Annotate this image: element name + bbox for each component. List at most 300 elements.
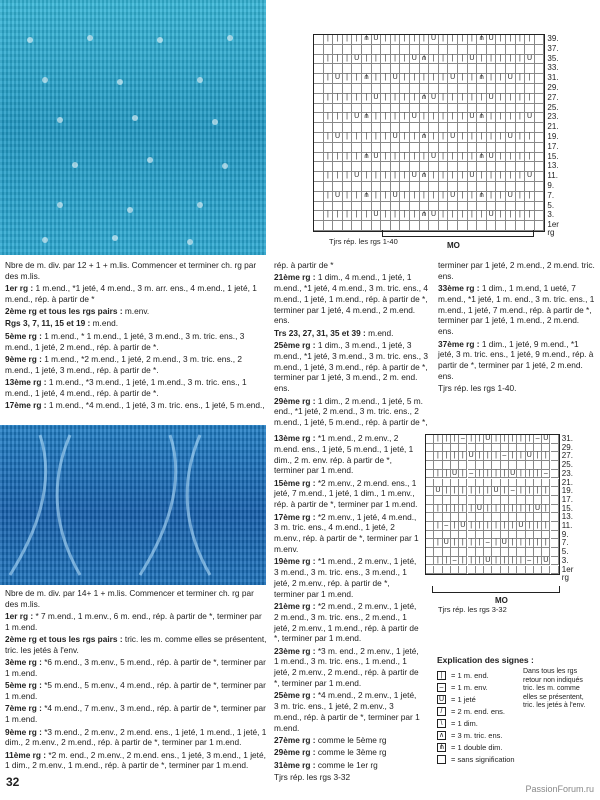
chart-cell bbox=[534, 566, 542, 575]
chart-cell: – bbox=[501, 452, 509, 461]
chart-cell: | bbox=[487, 113, 497, 123]
chart-cell: | bbox=[333, 113, 343, 123]
chart-cell bbox=[501, 444, 509, 453]
chart-cell: | bbox=[343, 74, 353, 84]
chart-cell bbox=[477, 162, 487, 172]
chart-cell bbox=[381, 143, 391, 153]
chart-row-label: 23. bbox=[561, 468, 573, 478]
chart-cell: | bbox=[333, 55, 343, 65]
chart-cell bbox=[509, 479, 517, 488]
chart-cell bbox=[534, 548, 542, 557]
chart-cell bbox=[468, 123, 478, 133]
chart-row-label: 3. bbox=[561, 555, 569, 565]
chart-cell: | bbox=[459, 452, 467, 461]
chart-cell bbox=[314, 133, 324, 143]
chart-cell: | bbox=[516, 74, 526, 84]
chart-cell: U bbox=[333, 133, 343, 143]
chart-cell: U bbox=[443, 539, 451, 548]
chart-cell: U bbox=[484, 435, 492, 444]
chart-cell bbox=[468, 566, 476, 575]
chart-cell bbox=[525, 64, 535, 74]
row-instruction: m.end. bbox=[365, 327, 394, 338]
chart-cell: ⋔ bbox=[477, 35, 487, 45]
chart-cell: | bbox=[448, 55, 458, 65]
instruction-paragraph bbox=[5, 400, 267, 411]
chart-cell bbox=[525, 104, 535, 114]
chart-cell: | bbox=[434, 557, 442, 566]
chart-cell bbox=[362, 221, 372, 231]
chart-row-label: 31. bbox=[561, 434, 573, 443]
chart-cell bbox=[468, 143, 478, 153]
chart-cell bbox=[381, 123, 391, 133]
chart-cell: | bbox=[487, 133, 497, 143]
chart-cell bbox=[400, 143, 410, 153]
chart-cell bbox=[551, 557, 559, 566]
chart-cell: | bbox=[372, 113, 382, 123]
chart-cell: | bbox=[443, 470, 451, 479]
chart-cell: | bbox=[434, 522, 442, 531]
chart-cell bbox=[535, 211, 545, 221]
chart-cell bbox=[516, 143, 526, 153]
chart-cell: | bbox=[410, 74, 420, 84]
chart-cell bbox=[343, 162, 353, 172]
chart-cell bbox=[535, 162, 545, 172]
chart-cell bbox=[420, 202, 430, 212]
chart-cell bbox=[451, 548, 459, 557]
chart-cell: | bbox=[429, 172, 439, 182]
legend-label: = 1 dim. bbox=[451, 719, 478, 728]
chart-cell bbox=[535, 94, 545, 104]
chart-cell bbox=[476, 496, 484, 505]
legend-item bbox=[437, 743, 597, 755]
chart-cell bbox=[487, 143, 497, 153]
chart-row-label: 33. bbox=[547, 63, 559, 73]
chart-cell bbox=[426, 539, 434, 548]
chart-cell: | bbox=[439, 74, 449, 84]
chart-cell: | bbox=[324, 211, 334, 221]
row-instruction: m.env. bbox=[122, 306, 150, 317]
chart-cell: | bbox=[381, 55, 391, 65]
legend-label: = 2 m. end. ens. bbox=[451, 707, 505, 716]
chart-cell: | bbox=[400, 55, 410, 65]
chart-cell bbox=[429, 64, 439, 74]
row-instruction: rép. à partir de * bbox=[274, 260, 334, 270]
chart-cell: | bbox=[391, 55, 401, 65]
chart-cell bbox=[477, 123, 487, 133]
chart-cell bbox=[410, 162, 420, 172]
row-instruction: 1 dim., 4 m.end., 1 jeté, 1 m.end., *1 jeté, 4 m.end., 3 m. tric. ens., 4 m.end., 1 jeté, 1 m.end., rép. à partir de *, terminer par 1 jeté, 4 m.end., 2 m.end. ens. bbox=[274, 272, 429, 326]
chart-cell: | bbox=[400, 192, 410, 202]
chart-row-label: 13. bbox=[547, 161, 559, 171]
chart-cell: | bbox=[381, 172, 391, 182]
chart-cell bbox=[476, 531, 484, 540]
row-heading: 1er rg : bbox=[5, 283, 34, 294]
chart-cell: | bbox=[468, 94, 478, 104]
chart-cell: | bbox=[496, 74, 506, 84]
chart-cell bbox=[352, 64, 362, 74]
chart-cell: | bbox=[501, 470, 509, 479]
chart-cell: | bbox=[534, 487, 542, 496]
chart-cell: | bbox=[400, 94, 410, 104]
chart-row-label: 9. bbox=[561, 529, 569, 539]
chart-cell bbox=[458, 45, 468, 55]
chart-cell bbox=[484, 444, 492, 453]
legend-symbol-icon: – bbox=[437, 683, 446, 692]
chart-cell bbox=[535, 55, 545, 65]
chart-cell: – bbox=[484, 539, 492, 548]
chart-cell: U bbox=[352, 172, 362, 182]
chart-cell: | bbox=[487, 74, 497, 84]
chart-cell: | bbox=[443, 557, 451, 566]
instruction-paragraph bbox=[5, 634, 267, 656]
chart-cell: | bbox=[492, 470, 500, 479]
chart-cell bbox=[525, 143, 535, 153]
chart-cell bbox=[343, 64, 353, 74]
chart-cell: | bbox=[458, 35, 468, 45]
chart-cell bbox=[501, 513, 509, 522]
chart-cell: | bbox=[468, 133, 478, 143]
instruction-paragraph bbox=[5, 318, 267, 329]
chart-cell bbox=[551, 435, 559, 444]
chart-cell bbox=[333, 221, 343, 231]
chart-cell bbox=[410, 45, 420, 55]
chart-cell: | bbox=[484, 487, 492, 496]
row-heading: 29ème rg : bbox=[274, 395, 316, 406]
chart-cell: ⋔ bbox=[420, 94, 430, 104]
chart-cell: U bbox=[391, 74, 401, 84]
chart-cell bbox=[484, 461, 492, 470]
chart-cell: | bbox=[516, 55, 526, 65]
chart-cell: | bbox=[517, 470, 525, 479]
chart-cell bbox=[451, 461, 459, 470]
chart-cell: U bbox=[372, 35, 382, 45]
chart-cell bbox=[551, 452, 559, 461]
chart-cell bbox=[314, 192, 324, 202]
chart-cell bbox=[535, 113, 545, 123]
chart-cell: U bbox=[492, 487, 500, 496]
chart-row-label: 15. bbox=[561, 503, 573, 513]
chart-cell: ⋔ bbox=[420, 133, 430, 143]
pattern-2-text-col-2 bbox=[274, 433, 420, 784]
chart-cell bbox=[468, 479, 476, 488]
instruction-paragraph bbox=[274, 396, 432, 428]
row-instruction: Tjrs rép. les rgs 3-32 bbox=[274, 771, 351, 782]
row-instruction: * 7 m.end., 1 m.env., 6 m. end., rép. à partir de *, terminer par 1 m.end. bbox=[5, 611, 262, 632]
chart-row-label: 35. bbox=[547, 53, 559, 63]
chart-cell: | bbox=[459, 557, 467, 566]
chart-cell: | bbox=[476, 470, 484, 479]
chart-cell: | bbox=[496, 35, 506, 45]
chart-cell: | bbox=[352, 94, 362, 104]
chart-cell: U bbox=[506, 133, 516, 143]
chart-cell bbox=[534, 496, 542, 505]
chart-cell bbox=[324, 104, 334, 114]
chart-cell bbox=[343, 84, 353, 94]
chart-cell: | bbox=[477, 55, 487, 65]
chart-cell: U bbox=[429, 211, 439, 221]
chart-cell: | bbox=[468, 557, 476, 566]
chart-cell: | bbox=[484, 470, 492, 479]
chart-cell: | bbox=[517, 435, 525, 444]
row-instruction: *1 m.end., 2 m.env., 1 jeté, 3 m.end., 3 m. tric. ens., 3 m.end., 1 jeté, 2 m.env., rép. à partir de *, terminer par 1 m.end. bbox=[274, 556, 417, 599]
chart-cell bbox=[352, 182, 362, 192]
chart-cell bbox=[468, 202, 478, 212]
chart-cell: | bbox=[542, 487, 550, 496]
chart-cell: | bbox=[372, 133, 382, 143]
chart-cell bbox=[506, 182, 516, 192]
chart-cell bbox=[426, 531, 434, 540]
row-heading: Trs 23, 27, 31, 35 et 39 : bbox=[274, 327, 366, 338]
chart-cell bbox=[443, 548, 451, 557]
chart-cell bbox=[534, 479, 542, 488]
row-instruction: *2 m.env., 2 m.end. ens., 1 jeté, 7 m.end., 1 jeté, 1 dim., 1 m.env., rép. à partir de *, terminer par 1 m.end. bbox=[274, 477, 418, 510]
chart-cell: | bbox=[506, 113, 516, 123]
chart-cell bbox=[458, 123, 468, 133]
chart-cell bbox=[372, 143, 382, 153]
chart-cell bbox=[443, 531, 451, 540]
chart-cell: | bbox=[448, 94, 458, 104]
chart-cell: | bbox=[506, 35, 516, 45]
chart-cell bbox=[492, 531, 500, 540]
chart-cell: | bbox=[343, 94, 353, 104]
chart-cell bbox=[516, 123, 526, 133]
legend-item bbox=[437, 731, 597, 743]
chart-cell: U bbox=[352, 113, 362, 123]
chart-cell: | bbox=[400, 172, 410, 182]
knitting-chart-2 bbox=[425, 434, 574, 582]
chart-cell: | bbox=[448, 211, 458, 221]
chart-cell bbox=[352, 202, 362, 212]
chart-cell bbox=[535, 64, 545, 74]
chart-cell: | bbox=[352, 133, 362, 143]
chart-cell bbox=[434, 548, 442, 557]
chart-cell bbox=[429, 182, 439, 192]
legend-symbol-icon: ∧ bbox=[438, 732, 445, 739]
chart-cell bbox=[477, 104, 487, 114]
chart-cell: | bbox=[420, 35, 430, 45]
chart-cell bbox=[458, 104, 468, 114]
chart-cell bbox=[381, 182, 391, 192]
chart-2-mo-label: MO bbox=[495, 596, 508, 605]
chart-cell bbox=[448, 182, 458, 192]
chart-cell: | bbox=[391, 113, 401, 123]
instruction-paragraph bbox=[274, 340, 432, 394]
chart-cell bbox=[314, 94, 324, 104]
chart-cell: | bbox=[506, 211, 516, 221]
row-instruction: comme le 1er rg bbox=[315, 759, 378, 770]
chart-cell bbox=[551, 566, 559, 575]
chart-cell: | bbox=[525, 74, 535, 84]
chart-cell: | bbox=[362, 55, 372, 65]
chart-cell bbox=[535, 74, 545, 84]
chart-cell bbox=[381, 162, 391, 172]
chart-cell: U bbox=[487, 35, 497, 45]
chart-cell bbox=[372, 182, 382, 192]
chart-cell: | bbox=[324, 172, 334, 182]
instruction-paragraph bbox=[274, 260, 432, 271]
chart-cell bbox=[551, 531, 559, 540]
chart-cell: | bbox=[352, 211, 362, 221]
chart-cell bbox=[429, 162, 439, 172]
chart-cell: | bbox=[439, 113, 449, 123]
chart-cell: | bbox=[501, 487, 509, 496]
chart-cell: U bbox=[506, 192, 516, 202]
chart-cell: | bbox=[509, 505, 517, 514]
chart-row-label: 19. bbox=[561, 486, 573, 496]
chart-cell bbox=[551, 496, 559, 505]
chart-cell: | bbox=[410, 211, 420, 221]
chart-cell: U bbox=[509, 470, 517, 479]
chart-cell: | bbox=[443, 452, 451, 461]
chart-cell bbox=[535, 202, 545, 212]
chart-cell: | bbox=[468, 192, 478, 202]
chart-cell: | bbox=[468, 435, 476, 444]
chart-cell: | bbox=[429, 133, 439, 143]
chart-cell: | bbox=[362, 172, 372, 182]
instruction-paragraph bbox=[5, 283, 267, 305]
chart-row-label: 11. bbox=[561, 521, 573, 530]
chart-cell bbox=[451, 566, 459, 575]
chart-cell: | bbox=[477, 94, 487, 104]
chart-cell: | bbox=[496, 55, 506, 65]
chart-cell: U bbox=[352, 55, 362, 65]
chart-cell: | bbox=[458, 133, 468, 143]
chart-cell bbox=[487, 123, 497, 133]
row-heading: 5ème rg : bbox=[5, 330, 42, 341]
chart-cell bbox=[509, 548, 517, 557]
chart-cell bbox=[492, 513, 500, 522]
chart-cell bbox=[372, 202, 382, 212]
knit-swatch-photo-2 bbox=[0, 425, 266, 585]
chart-cell bbox=[459, 461, 467, 470]
chart-cell: | bbox=[439, 172, 449, 182]
chart-cell bbox=[333, 84, 343, 94]
chart-cell bbox=[391, 123, 401, 133]
chart-cell: U bbox=[451, 470, 459, 479]
row-heading: 3ème rg : bbox=[5, 657, 42, 668]
chart-row-label: 11. bbox=[547, 171, 558, 181]
chart-cell: U bbox=[333, 74, 343, 84]
chart-cell bbox=[372, 104, 382, 114]
chart-cell bbox=[458, 162, 468, 172]
chart-cell bbox=[534, 513, 542, 522]
chart-cell bbox=[468, 461, 476, 470]
chart-cell bbox=[391, 45, 401, 55]
chart-cell: | bbox=[517, 452, 525, 461]
chart-cell: | bbox=[542, 539, 550, 548]
chart-cell bbox=[333, 104, 343, 114]
chart-cell: | bbox=[509, 557, 517, 566]
chart-cell bbox=[458, 202, 468, 212]
chart-cell bbox=[496, 84, 506, 94]
chart-cell bbox=[517, 444, 525, 453]
legend-symbol-icon: / bbox=[437, 707, 446, 716]
instruction-paragraph bbox=[5, 611, 267, 633]
chart-cell bbox=[551, 539, 559, 548]
chart-cell: | bbox=[343, 211, 353, 221]
chart-cell: | bbox=[391, 172, 401, 182]
chart-cell: | bbox=[496, 153, 506, 163]
instruction-paragraph bbox=[438, 383, 596, 394]
chart-cell: | bbox=[525, 211, 535, 221]
chart-cell: | bbox=[516, 94, 526, 104]
chart-1-mo-label: MO bbox=[447, 241, 460, 250]
chart-cell bbox=[459, 548, 467, 557]
chart-cell bbox=[509, 444, 517, 453]
instruction-paragraph bbox=[5, 727, 267, 749]
chart-cell bbox=[443, 461, 451, 470]
chart-cell bbox=[426, 435, 434, 444]
chart-cell bbox=[372, 64, 382, 74]
chart-cell: | bbox=[443, 505, 451, 514]
chart-cell bbox=[526, 444, 534, 453]
chart-cell: | bbox=[448, 113, 458, 123]
chart-cell: – bbox=[443, 522, 451, 531]
chart-cell bbox=[487, 182, 497, 192]
chart-cell bbox=[496, 104, 506, 114]
chart-row-label: 7. bbox=[561, 538, 569, 548]
chart-row-label: 27. bbox=[547, 92, 559, 102]
chart-cell bbox=[381, 64, 391, 74]
chart-cell: U bbox=[429, 35, 439, 45]
chart-2-repeat-label: Tjrs rép. les rgs 3-32 bbox=[438, 605, 507, 614]
chart-cell: | bbox=[459, 505, 467, 514]
chart-cell bbox=[496, 123, 506, 133]
chart-cell: | bbox=[410, 153, 420, 163]
chart-cell bbox=[551, 479, 559, 488]
chart-cell bbox=[372, 84, 382, 94]
chart-cell bbox=[516, 162, 526, 172]
chart-cell bbox=[324, 202, 334, 212]
chart-cell bbox=[314, 221, 324, 231]
chart-cell: | bbox=[439, 153, 449, 163]
chart-cell: | bbox=[343, 55, 353, 65]
chart-row-label: 29. bbox=[561, 442, 573, 452]
instruction-paragraph bbox=[274, 328, 432, 339]
chart-cell: | bbox=[476, 522, 484, 531]
chart-cell: U bbox=[525, 172, 535, 182]
chart-cell: | bbox=[526, 470, 534, 479]
row-heading: 2ème rg et tous les rgs pairs : bbox=[5, 634, 123, 645]
chart-cell bbox=[426, 470, 434, 479]
instruction-paragraph bbox=[438, 260, 596, 282]
row-instruction: *3 m.end., 2 m.env., 2 m.end. ens., 1 jeté, 1 m.end., 1 jeté, 1 dim., 2 m.env., 2 m.end., rép. à partir de *, terminer par 1 m.end. bbox=[5, 726, 267, 748]
chart-cell bbox=[324, 221, 334, 231]
chart-cell: | bbox=[443, 435, 451, 444]
chart-cell bbox=[459, 566, 467, 575]
chart-cell bbox=[426, 522, 434, 531]
row-heading: 37ème rg : bbox=[438, 338, 480, 349]
chart-cell bbox=[526, 479, 534, 488]
chart-cell bbox=[484, 548, 492, 557]
chart-cell: | bbox=[516, 211, 526, 221]
chart-cell: | bbox=[501, 435, 509, 444]
row-instruction: comme le 5ème rg bbox=[315, 735, 387, 746]
chart-cell: | bbox=[434, 505, 442, 514]
chart-cell bbox=[509, 566, 517, 575]
chart-cell bbox=[362, 143, 372, 153]
chart-cell bbox=[434, 531, 442, 540]
row-instruction: comme le 3ème rg bbox=[315, 747, 387, 758]
chart-cell bbox=[542, 444, 550, 453]
chart-cell bbox=[509, 513, 517, 522]
instruction-paragraph bbox=[274, 601, 420, 644]
chart-cell bbox=[426, 557, 434, 566]
chart-cell bbox=[391, 202, 401, 212]
chart-cell bbox=[314, 153, 324, 163]
instruction-paragraph bbox=[274, 772, 420, 783]
chart-cell bbox=[420, 45, 430, 55]
